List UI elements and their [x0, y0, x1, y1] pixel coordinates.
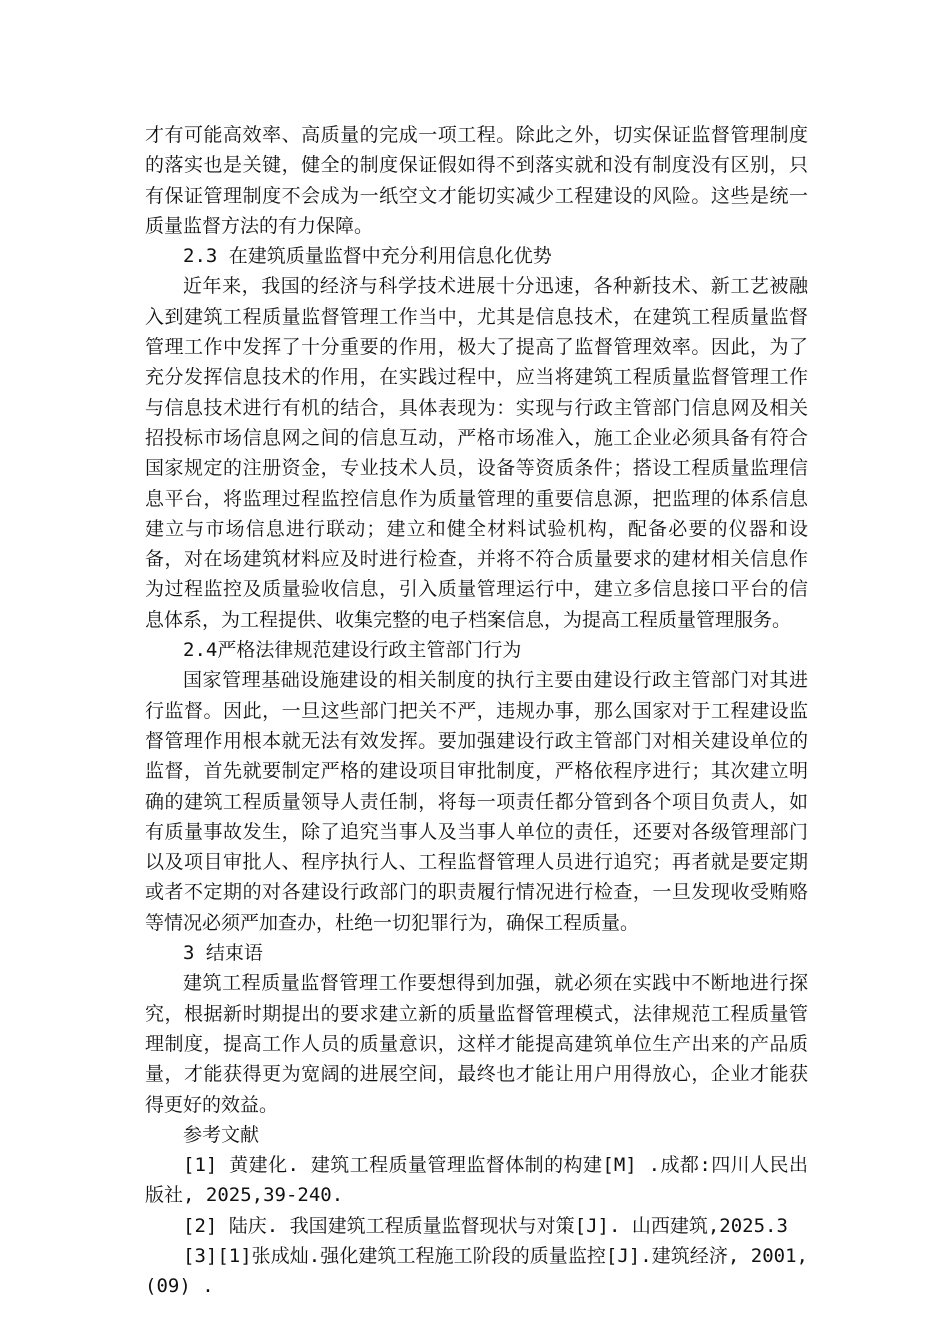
- reference-item-1: [1] 黄建化. 建筑工程质量管理监督体制的构建[M] .成都:四川人民出版社, 2025,39-240.: [145, 1154, 808, 1207]
- document-body: [145, 120, 808, 1302]
- reference-item-2: [2] 陆庆. 我国建筑工程质量监督现状与对策[J]. 山西建筑,2025.3: [183, 1214, 788, 1237]
- paragraph-information-technology: 近年来，我国的经济与科学技术进展十分迅速，各种新技术、新工艺被融入到建筑工程质量监督管理工作当中，尤其是信息技术，在建筑工程质量监督管理工作中发挥了十分重要的作用，极大了提高了监督管理效率。因此，为了充分发挥信息技术的作用，在实践过程中，应当将建筑工程质量监督管理工作与信息技术进行有机的结合，具体表现为：实现与行政主管部门信息网及相关招投标市场信息网之间的信息互动，严格市场准入，施工企业必须具备有符合国家规定的注册资金，专业技术人员，设备等资质条件；搭设工程质量监理信息平台，将监理过程监控信息作为质量管理的重要信息源，把监理的体系信息建立与市场信息进行联动；建立和健全材料试验机构，配备必要的仪器和设备，对在场建筑材料应及时进行检查，并将不符合质量要求的建材相关信息作为过程监控及质量验收信息，引入质量管理运行中，建立多信息接口平台的信息体系，为工程提供、收集完整的电子档案信息，为提高工程质量管理服务。: [145, 275, 808, 631]
- section-heading-conclusion: 3 结束语: [183, 942, 263, 965]
- section-heading-2-3: 2.3 在建筑质量监督中充分利用信息化优势: [183, 245, 552, 268]
- paragraph-administrative-supervision: 国家管理基础设施建设的相关制度的执行主要由建设行政主管部门对其进行监督。因此，一旦这些部门把关不严，违规办事，那么国家对于工程建设监督管理作用根本就无法有效发挥。要加强建设行政主管部门对相关建设单位的监督，首先就要制定严格的建设项目审批制度，严格依程序进行；其次建立明确的建筑工程质量领导人责任制，将每一项责任都分管到各个项目负责人，如有质量事故发生，除了追究当事人及当事人单位的责任，还要对各级管理部门以及项目审批人、程序执行人、工程监督管理人员进行追究；再者就是要定期或者不定期的对各建设行政部门的职责履行情况进行检查，一旦发现收受贿赂等情况必须严加查办，杜绝一切犯罪行为，确保工程质量。: [145, 669, 808, 934]
- paragraph-intro-continuation: 才有可能高效率、高质量的完成一项工程。除此之外，切实保证监督管理制度的落实也是关键，健全的制度保证假如得不到落实就和没有制度没有区别，只有保证管理制度不会成为一纸空文才能切实减少工程建设的风险。这些是统一质量监督方法的有力保障。: [145, 124, 808, 237]
- references-heading: 参考文献: [183, 1123, 260, 1146]
- reference-item-3: [3][1]张成灿.强化建筑工程施工阶段的质量监控[J].建筑经济, 2001,(09) .: [145, 1244, 808, 1298]
- section-heading-2-4: 2.4严格法律规范建设行政主管部门行为: [183, 639, 522, 662]
- paragraph-conclusion: 建筑工程质量监督管理工作要想得到加强，就必须在实践中不断地进行探究，根据新时期提出的要求建立新的质量监督管理模式，法律规范工程质量管理制度，提高工作人员的质量意识，这样才能提高建筑单位生产出来的产品质量，才能获得更为宽阔的进展空间，最终也才能让用户用得放心，企业才能获得更好的效益。: [145, 972, 808, 1116]
